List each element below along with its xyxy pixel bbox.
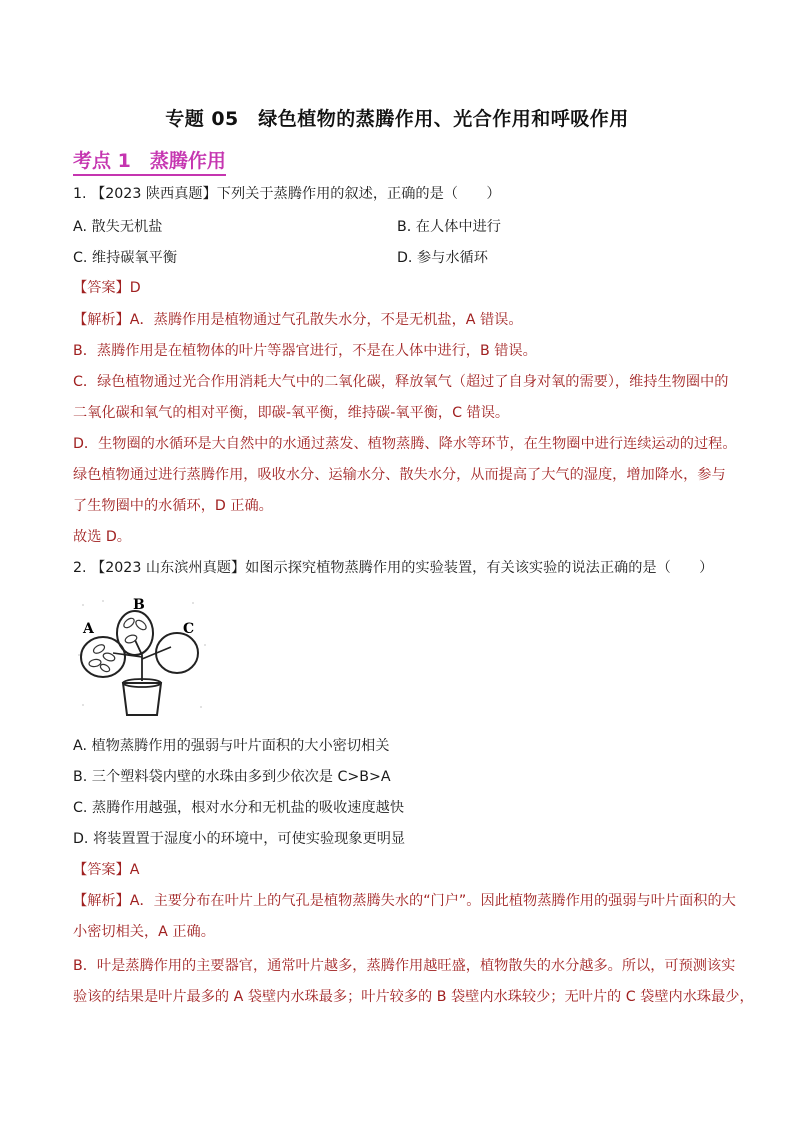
q1-stem: 1. 【2023 陕西真题】下列关于蒸腾作用的叙述，正确的是（ ） — [73, 186, 501, 202]
section-heading-text: 考点 1 蒸腾作用 — [73, 150, 226, 172]
q1-option-c: C. 维持碳氧平衡 — [73, 250, 178, 266]
q1-analysis-line: D．生物圈的水循环是大自然中的水通过蒸发、植物蒸腾、降水等环节，在生物圈中进行连续运动的过程。 — [73, 436, 737, 452]
bag-c — [156, 633, 198, 673]
q2-analysis-line: 小密切相关，A 正确。 — [73, 924, 215, 940]
q1-analysis-line: 了生物圈中的水循环，D 正确。 — [73, 498, 273, 514]
q1-analysis-line: 二氧化碳和氧气的相对平衡，即碳-氧平衡，维持碳-氧平衡，C 错误。 — [73, 405, 510, 421]
page-title: 专题 05 绿色植物的蒸腾作用、光合作用和呼吸作用 — [165, 108, 629, 130]
q1-analysis-line: C．绿色植物通过光合作用消耗大气中的二氧化碳，释放氧气（超过了自身对氧的需要），维持生物圈中的 — [73, 374, 729, 390]
q2-option-b: B. 三个塑料袋内壁的水珠由多到少依次是 C>B>A — [73, 769, 391, 785]
q1-answer: 【答案】D — [73, 280, 141, 296]
q2-analysis-line: 【解析】A．主要分布在叶片上的气孔是植物蒸腾失水的“门户”。因此植物蒸腾作用的强弱与叶片面积的大 — [73, 893, 736, 909]
q2-option-a: A. 植物蒸腾作用的强弱与叶片面积的大小密切相关 — [73, 738, 390, 754]
figure-label-c: C — [183, 621, 195, 637]
plant-experiment-figure — [73, 595, 213, 720]
q2-analysis-line: 验该的结果是叶片最多的 A 袋壁内水珠最多；叶片较多的 B 袋壁内水珠较少；无叶片的 C 袋壁内水珠最少， — [73, 989, 754, 1005]
figure-label-a: A — [83, 621, 94, 637]
q2-option-c: C. 蒸腾作用越强，根对水分和无机盐的吸收速度越快 — [73, 800, 405, 816]
q1-analysis-line: B．蒸腾作用是在植物体的叶片等器官进行，不是在人体中进行，B 错误。 — [73, 343, 537, 359]
q2-stem: 2. 【2023 山东滨州真题】如图示探究植物蒸腾作用的实验装置，有关该实验的说法正确的是（ ） — [73, 560, 714, 576]
q2-analysis-line: B．叶是蒸腾作用的主要器官，通常叶片越多，蒸腾作用越旺盛，植物散失的水分越多。所以，可预测该实 — [73, 958, 736, 974]
q2-answer: 【答案】A — [73, 862, 140, 878]
q1-analysis-line: 绿色植物通过进行蒸腾作用，吸收水分、运输水分、散失水分，从而提高了大气的湿度，增加降水，参与 — [73, 467, 726, 483]
bag-a-leaves — [88, 643, 115, 673]
plant-stem — [135, 640, 142, 681]
q1-analysis-line: 【解析】A．蒸腾作用是植物通过气孔散失水分，不是无机盐，A 错误。 — [73, 312, 523, 328]
section-heading — [73, 146, 226, 173]
q1-option-d: D. 参与水循环 — [397, 250, 488, 266]
q1-analysis-line: 故选 D。 — [73, 529, 131, 545]
figure-label-b: B — [133, 597, 145, 613]
q1-option-b: B. 在人体中进行 — [397, 219, 501, 235]
section-underline — [73, 174, 226, 176]
q2-option-d: D. 将装置置于湿度小的环境中，可使实验现象更明显 — [73, 831, 406, 847]
q1-option-a: A. 散失无机盐 — [73, 219, 163, 235]
bag-b — [117, 611, 153, 655]
